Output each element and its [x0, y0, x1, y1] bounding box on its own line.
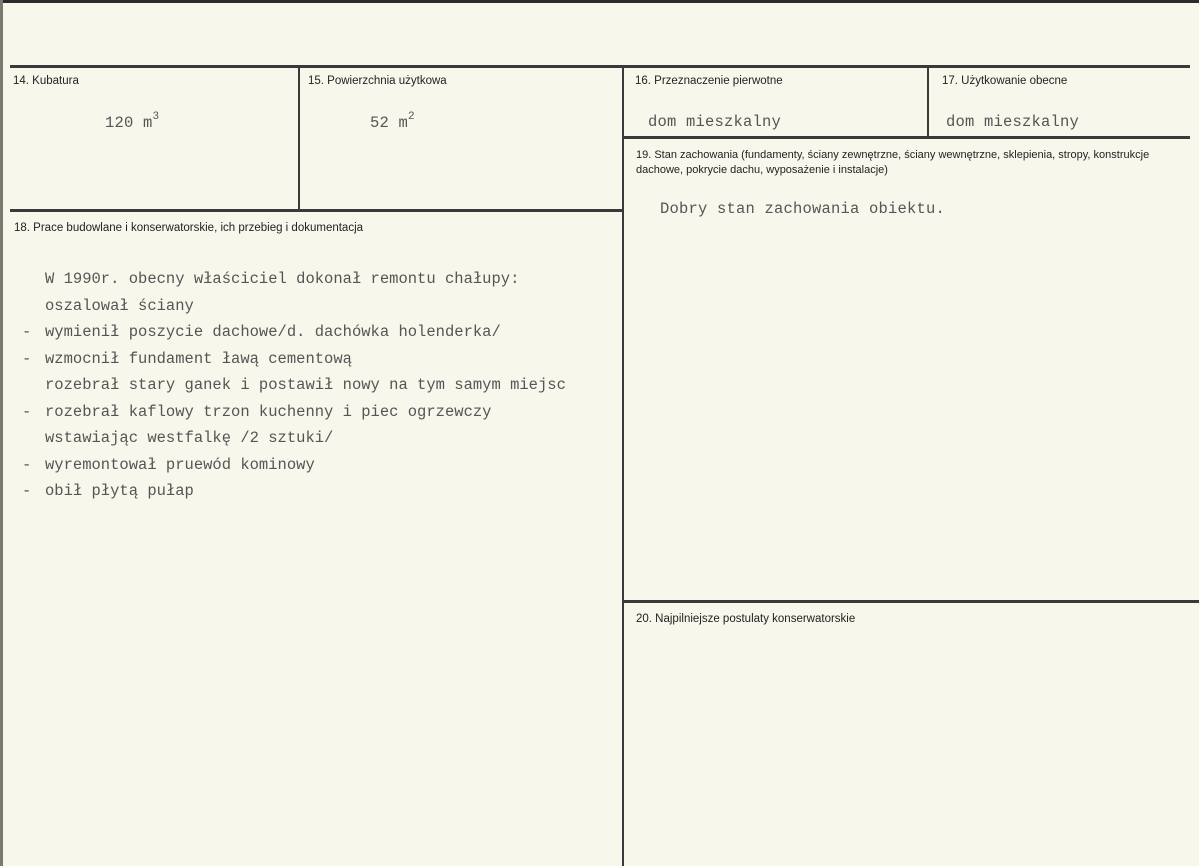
- works-line-text: obił płytą pułap: [45, 482, 194, 500]
- grid-line: [10, 65, 1190, 68]
- field-15-number: 52 m: [370, 114, 409, 132]
- field-14-exponent: 3: [152, 111, 160, 123]
- field-14-number: 120 m: [105, 114, 153, 132]
- works-line-text: wyremontował pruewód kominowy: [45, 455, 315, 474]
- works-line: [22, 372, 566, 399]
- field-17-value: dom mieszkalny: [946, 113, 1080, 131]
- works-line-text: rozebrał kaflowy trzon kuchenny i piec ogrzewczy: [45, 402, 492, 421]
- works-line: [22, 319, 566, 346]
- card-top-edge: [0, 0, 1199, 3]
- works-line-text: wstawiając westfalkę /2 sztuki/: [45, 429, 334, 447]
- field-18-label: 18. Prace budowlane i konserwatorskie, ich przebieg i dokumentacja: [14, 222, 364, 234]
- field-15-exponent: 2: [408, 111, 415, 123]
- works-list: [22, 266, 566, 505]
- list-marker: -: [22, 402, 32, 421]
- field-17-label: 17. Użytkowanie obecne: [942, 75, 1068, 87]
- list-marker: -: [22, 323, 32, 341]
- grid-line: [927, 65, 929, 137]
- field-19-value: Dobry stan zachowania obiektu.: [660, 200, 946, 218]
- field-16-label: 16. Przeznaczenie pierwotne: [635, 75, 783, 87]
- grid-line: [622, 136, 1190, 139]
- works-line: [22, 425, 566, 452]
- grid-line: [622, 600, 1199, 603]
- works-line-text: W 1990r. obecny właściciel dokonał remontu chałupy:: [45, 270, 520, 288]
- grid-line: [298, 65, 300, 211]
- works-line-text: rozebrał stary ganek i postawił nowy na tym samym miejsc: [45, 376, 566, 394]
- works-line-text: wymienił poszycie dachowe/d. dachówka holenderka/: [45, 323, 501, 341]
- field-20-label: 20. Najpilniejsze postulaty konserwatorskie: [636, 613, 856, 625]
- works-line: [22, 399, 566, 426]
- works-line: [22, 346, 566, 373]
- works-line-text: oszalował ściany: [45, 296, 194, 315]
- grid-line: [622, 65, 624, 866]
- works-line: [22, 293, 566, 320]
- list-marker: -: [22, 349, 32, 368]
- field-15-label: 15. Powierzchnia użytkowa: [308, 75, 447, 87]
- works-line-text: wzmocnił fundament ławą cementową: [45, 349, 352, 368]
- works-line: [22, 452, 566, 479]
- field-16-value: dom mieszkalny: [648, 113, 782, 131]
- field-14-value: [105, 111, 160, 132]
- field-14-label: 14. Kubatura: [13, 75, 79, 87]
- works-line: [22, 266, 566, 293]
- field-19-label: 19. Stan zachowania (fundamenty, ściany zewnętrzne, ściany wewnętrzne, sklepienia, stropy, konstrukcje dachowe, pokrycie dachu, wyposażenie i instalacje): [636, 149, 1150, 176]
- list-marker: -: [22, 455, 32, 474]
- field-15-value: [370, 111, 415, 132]
- grid-line: [10, 209, 624, 212]
- card-left-edge: [0, 0, 3, 866]
- list-marker: -: [22, 482, 32, 500]
- works-line: [22, 478, 566, 505]
